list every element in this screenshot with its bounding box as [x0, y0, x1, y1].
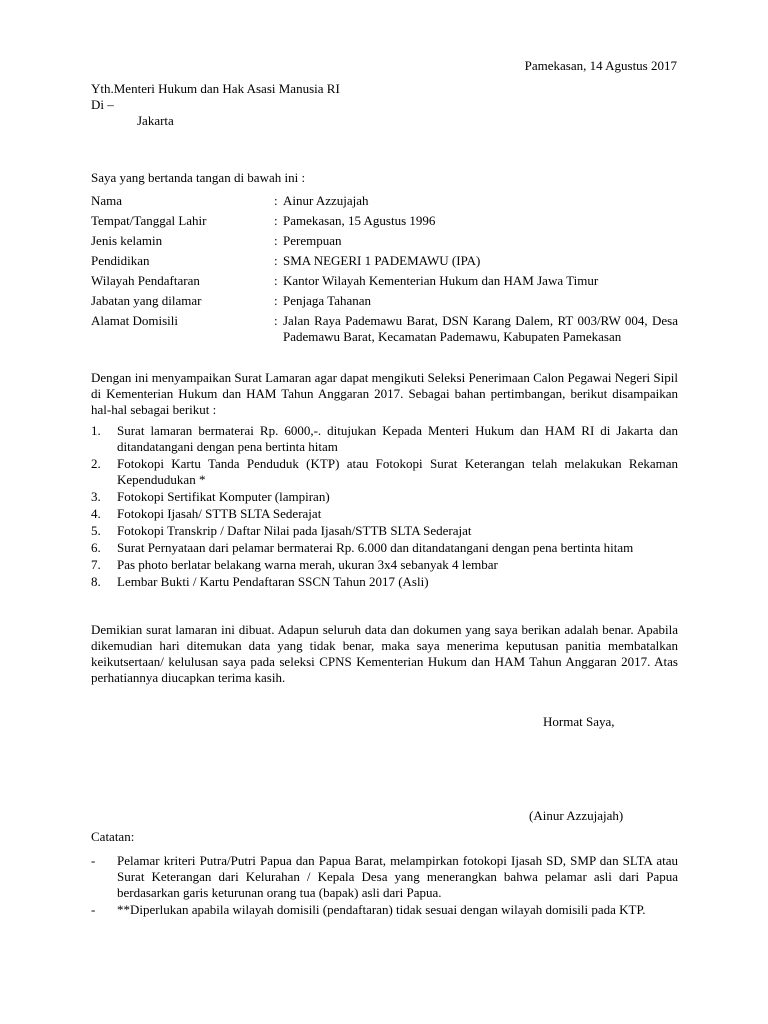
applicant-details	[91, 193, 678, 349]
detail-colon: :	[274, 213, 278, 228]
detail-row-education	[91, 253, 678, 269]
detail-value: Kantor Wilayah Kementerian Hukum dan HAM Jawa Timur	[283, 273, 599, 288]
list-item	[91, 506, 678, 522]
note-item	[91, 853, 678, 901]
detail-label: Wilayah Pendaftaran	[91, 273, 200, 288]
list-number: 5.	[91, 523, 101, 538]
detail-label: Jenis kelamin	[91, 233, 163, 248]
detail-label: Pendidikan	[91, 253, 150, 268]
detail-value: Penjaga Tahanan	[283, 293, 372, 308]
list-text: Pas photo berlatar belakang warna merah, ukuran 3x4 sebanyak 4 lembar	[117, 557, 498, 572]
list-number: 8.	[91, 574, 101, 589]
list-text: Surat lamaran bermaterai Rp. 6000,-. ditujukan Kepada Menteri Hukum dan HAM RI di Jakarta dan ditandatangani dengan pena bertinta hitam	[117, 423, 678, 454]
note-text: **Diperlukan apabila wilayah domisili (pendaftaran) tidak sesuai dengan wilayah domisili pada KTP.	[117, 902, 646, 917]
list-item	[91, 540, 678, 556]
list-text: Surat Pernyataan dari pelamar bermaterai Rp. 6.000 dan ditandatangani dengan pena bertinta hitam	[117, 540, 634, 555]
detail-value: Ainur Azzujajah	[283, 193, 369, 208]
detail-colon: :	[274, 253, 278, 268]
notes-list	[91, 853, 678, 919]
list-text: Fotokopi Sertifikat Komputer (lampiran)	[117, 489, 330, 504]
list-item	[91, 574, 678, 590]
list-text: Fotokopi Kartu Tanda Penduduk (KTP) atau Fotokopi Surat Keterangan telah melakukan Rekaman Kependudukan *	[117, 456, 678, 487]
attachment-list	[91, 423, 678, 591]
letter-date: Pamekasan, 14 Agustus 2017	[524, 58, 677, 73]
detail-value: Pamekasan, 15 Agustus 1996	[283, 213, 436, 228]
closing-salutation: Hormat Saya,	[543, 714, 615, 729]
list-number: 6.	[91, 540, 101, 555]
detail-label: Nama	[91, 193, 123, 208]
list-number: 7.	[91, 557, 101, 572]
list-number: 4.	[91, 506, 101, 521]
recipient-block	[91, 81, 340, 129]
detail-label: Alamat Domisili	[91, 313, 179, 328]
list-item	[91, 423, 678, 455]
detail-row-region	[91, 273, 678, 289]
detail-colon: :	[274, 193, 278, 208]
recipient-line-1: Yth.Menteri Hukum dan Hak Asasi Manusia RI	[91, 81, 340, 96]
note-dash: -	[91, 902, 96, 917]
detail-label: Tempat/Tanggal Lahir	[91, 213, 207, 228]
list-item	[91, 456, 678, 488]
recipient-city: Jakarta	[137, 113, 174, 128]
list-number: 2.	[91, 456, 101, 471]
intro-sentence: Saya yang bertanda tangan di bawah ini :	[91, 170, 306, 185]
body-paragraph-1: Dengan ini menyampaikan Surat Lamaran agar dapat mengikuti Seleksi Penerimaan Calon Pegawai Negeri Sipil di Kementerian Hukum dan HAM Tahun Anggaran 2017. Sebagai bahan pertimbangan, berikut disampaikan hal-hal sebagai berikut :	[91, 370, 678, 417]
detail-row-name	[91, 193, 678, 209]
list-text: Fotokopi Transkrip / Daftar Nilai pada Ijasah/STTB SLTA Sederajat	[117, 523, 472, 538]
recipient-line-2: Di –	[91, 97, 114, 112]
signature-name: (Ainur Azzujajah)	[529, 808, 624, 823]
detail-row-address	[91, 313, 678, 345]
detail-row-position	[91, 293, 678, 309]
list-text: Fotokopi Ijasah/ STTB SLTA Sederajat	[117, 506, 322, 521]
detail-value: SMA NEGERI 1 PADEMAWU (IPA)	[283, 253, 481, 268]
note-item	[91, 902, 678, 918]
detail-row-birth	[91, 213, 678, 229]
detail-colon: :	[274, 233, 278, 248]
detail-value: Jalan Raya Pademawu Barat, DSN Karang Dalem, RT 003/RW 004, Desa Pademawu Barat, Kecamatan Pademawu, Kabupaten Pamekasan	[283, 313, 678, 344]
list-number: 1.	[91, 423, 101, 438]
note-dash: -	[91, 853, 96, 868]
detail-colon: :	[274, 293, 278, 308]
notes-title: Catatan:	[91, 829, 135, 844]
list-item	[91, 557, 678, 573]
body-paragraph-2: Demikian surat lamaran ini dibuat. Adapun seluruh data dan dokumen yang saya berikan adalah benar. Apabila dikemudian hari ditemukan data yang tidak benar, maka saya menerima keputusan panitia membatalkan keikutsertaan/ kelulusan saya pada seleksi CPNS Kementerian Hukum dan HAM Tahun Anggaran 2017. Atas perhatiannya diucapkan terima kasih.	[91, 622, 678, 685]
note-text: Pelamar kriteri Putra/Putri Papua dan Papua Barat, melampirkan fotokopi Ijasah SD, SMP dan SLTA atau Surat Keterangan dari Kelurahan / Kepala Desa yang menerangkan bahwa pelamar asli dari Papua berdasarkan garis keturunan orang tua (bapak) asli dari Papua.	[117, 853, 678, 900]
list-item	[91, 523, 678, 539]
list-number: 3.	[91, 489, 101, 504]
list-text: Lembar Bukti / Kartu Pendaftaran SSCN Tahun 2017 (Asli)	[117, 574, 429, 589]
detail-label: Jabatan yang dilamar	[91, 293, 202, 308]
list-item	[91, 489, 678, 505]
detail-value: Perempuan	[283, 233, 342, 248]
detail-colon: :	[274, 273, 278, 288]
detail-colon: :	[274, 313, 278, 328]
detail-row-gender	[91, 233, 678, 249]
